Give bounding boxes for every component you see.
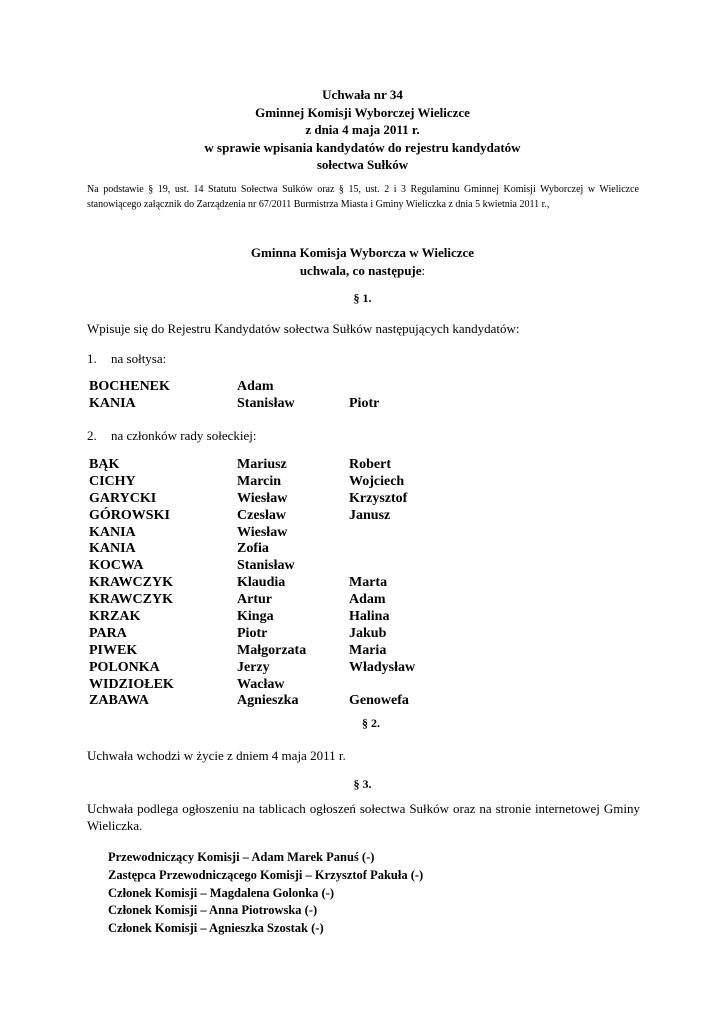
- candidate-surname: KOCWA: [89, 558, 144, 574]
- candidate-surname: GÓROWSKI: [89, 507, 170, 523]
- candidate-first-name: Stanisław: [237, 558, 295, 574]
- committee-resolves: [0, 262, 725, 280]
- candidate-second-name: Krzysztof: [349, 490, 408, 506]
- title-line-commission: Gminnej Komisji Wyborczej Wieliczce: [255, 104, 470, 120]
- candidate-surname: WIDZIOŁEK: [89, 676, 174, 692]
- candidate-surname: BĄK: [89, 457, 120, 472]
- candidate-surname: CICHY: [89, 473, 136, 489]
- candidate-first-name: Zofia: [237, 541, 269, 557]
- candidate-first-name: Wiesław: [237, 490, 288, 506]
- committee-heading: [0, 244, 725, 279]
- candidate-first-name: Małgorzata: [237, 642, 307, 658]
- resolves-text: uchwala, co następuje: [299, 262, 422, 278]
- candidate-first-name: Wiesław: [237, 524, 288, 540]
- candidate-first-name: Artur: [237, 592, 272, 608]
- candidate-second-name: Maria: [349, 642, 387, 658]
- committee-name: Gminna Komisja Wyborcza w Wieliczce: [250, 245, 475, 260]
- section-3-heading: § 3.: [353, 777, 372, 791]
- list-1-number: 1.: [87, 351, 97, 366]
- list-1-label: na sołtysa:: [111, 351, 167, 366]
- candidate-surname: PIWEK: [89, 642, 138, 658]
- section-1-text: Wpisuje się do Rejestru Kandydatów sołectwa Sułków następujących kandydatów:: [87, 321, 520, 336]
- candidate-first-name: Kinga: [237, 609, 274, 625]
- candidate-first-name: Piotr: [237, 625, 268, 641]
- section-3-text: Uchwała podlega ogłoszeniu na tablicach ogłoszeń sołectwa Sułków oraz na stronie internetowej Gminy Wieliczka.: [87, 801, 640, 833]
- list-2-label: na członków rady sołeckiej:: [111, 428, 257, 443]
- list-1-heading: [87, 350, 166, 367]
- candidate-first-name: Agnieszka: [237, 693, 299, 709]
- signatory-member: Członek Komisji – Anna Piotrowska (-): [108, 903, 318, 918]
- candidate-surname: KRZAK: [89, 609, 141, 625]
- candidate-surname: KRAWCZYK: [89, 575, 174, 591]
- list-2-number: 2.: [87, 428, 97, 443]
- candidate-surname: PARA: [89, 625, 127, 641]
- candidate-surname: KRAWCZYK: [89, 592, 174, 608]
- title-line-date: z dnia 4 maja 2011 r.: [305, 122, 420, 137]
- candidate-first-name: Stanisław: [237, 395, 295, 411]
- section-2-text: Uchwała wchodzi w życie z dniem 4 maja 2011 r.: [87, 748, 346, 763]
- candidate-second-name: Marta: [349, 575, 388, 591]
- candidate-second-name: Genowefa: [349, 693, 409, 709]
- legal-basis-paragraph: Na podstawie § 19, ust. 14 Statutu Sołectwa Sułków oraz § 15, ust. 2 i 3 Regulaminu Gminnej Komisji Wyborczej w Wieliczce stanowiącego załącznik do Zarządzenia nr 67/2011 Burmistrza Miasta i Gminy Wieliczka z dnia 5 kwietnia 2011 r.,: [87, 184, 639, 210]
- section-1-heading: § 1.: [353, 291, 372, 305]
- candidate-surname: ZABAWA: [89, 693, 149, 709]
- candidate-first-name: Klaudia: [237, 575, 286, 591]
- candidate-second-name: Wojciech: [349, 473, 405, 489]
- signatory-chair: Przewodniczący Komisji – Adam Marek Panuś (-): [108, 850, 375, 864]
- signatory-member: Członek Komisji – Magdalena Golonka (-): [108, 885, 335, 900]
- candidate-second-name: Piotr: [349, 395, 380, 411]
- signatory-member: Członek Komisji – Agnieszka Szostak (-): [108, 921, 324, 936]
- candidate-surname: POLONKA: [89, 659, 160, 675]
- section-2-heading: § 2.: [362, 716, 380, 730]
- candidate-first-name: Wacław: [237, 676, 285, 692]
- resolution-title: [0, 86, 725, 174]
- candidate-second-name: Adam: [349, 592, 386, 608]
- title-line-subject: w sprawie wpisania kandydatów do rejestru kandydatów: [204, 139, 521, 155]
- title-line-village: sołectwa Sułków: [316, 157, 409, 172]
- candidate-first-name: Mariusz: [237, 457, 287, 472]
- candidate-surname: KANIA: [89, 395, 136, 411]
- candidate-surname: GARYCKI: [89, 490, 157, 506]
- candidate-first-name: Czesław: [237, 507, 286, 523]
- candidate-second-name: Janusz: [349, 507, 391, 523]
- candidate-second-name: Halina: [349, 609, 390, 625]
- signatories-list: [108, 849, 423, 938]
- title-line-number: Uchwała nr 34: [322, 87, 403, 102]
- candidate-surname: BOCHENEK: [89, 379, 170, 394]
- candidate-second-name: Władysław: [349, 659, 416, 675]
- candidate-surname: KANIA: [89, 524, 136, 540]
- resolves-colon: :: [421, 262, 426, 278]
- candidate-first-name: Adam: [237, 379, 274, 394]
- list-2-heading: [87, 427, 256, 444]
- signatory-deputy-chair: Zastępca Przewodniczącego Komisji – Krzysztof Pakuła (-): [108, 867, 424, 882]
- candidate-surname: KANIA: [89, 541, 136, 557]
- candidate-second-name: Jakub: [349, 625, 387, 641]
- candidate-second-name: Robert: [349, 457, 391, 472]
- candidate-first-name: Jerzy: [237, 659, 270, 675]
- candidate-first-name: Marcin: [237, 473, 282, 489]
